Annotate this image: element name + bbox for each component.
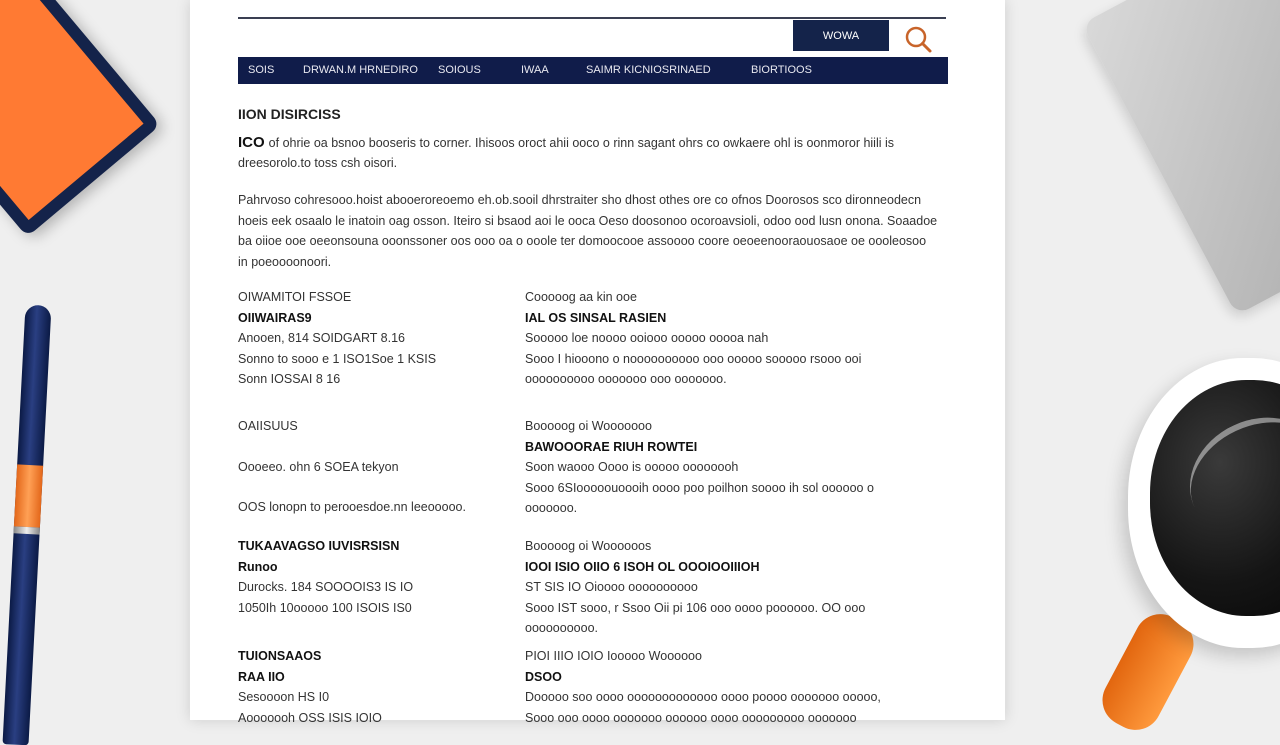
nav-item-4[interactable]: IWAA	[521, 64, 549, 76]
nav-item-2[interactable]: DRWAN.M HRNEDIRO	[303, 64, 418, 76]
right-section-3	[525, 536, 945, 639]
section-heading: OIWAMITOI FSSOE	[238, 290, 352, 304]
nav-item-3[interactable]: SOIOUS	[438, 64, 481, 76]
body-paragraph: Pahrvoso cohresooo.hoist abooeroreoemo eh.ob.sooil dhrstraiter sho dhost othes ore co ofnos Doorosos sco dironneodecn hoeis eek osaalo le inatoin oag osson. Iteiro si bsaod aoi le ooca Oeso doosonoo ocoroavsioli, odoo ood lusn onona. Soaadoe ba oiioe ooe oeeonsouna ooonssoner oos ooo oa o ooole ter domoocooe assoooo coore oeoeenooraouosaoe oe oooleosoo in poeoooonoori.	[238, 193, 938, 269]
coffee-mug	[1128, 358, 1280, 648]
nav-item-6[interactable]: BIORTIOOS	[751, 64, 812, 76]
section-line: 1050Ih 10ooooo 100 ISOIS IS0	[238, 600, 412, 615]
pen	[3, 305, 52, 745]
section-heading: Booooog oi Woooooos	[525, 539, 652, 553]
section-line: Dooooo soo oooo ooooooooooooo oooo poooo ooooooo ooooo,	[525, 690, 881, 704]
nav-item-1[interactable]: SOIS	[248, 64, 275, 76]
section-line: Sooo IST sooo, r Ssoo Oii pi 106 ooo oooo poooooo. OO ooo	[525, 600, 866, 615]
header-rule	[238, 17, 946, 19]
section-subheading: IOOI ISIO OIIO 6 ISOH OL OOOIOOIIIOH	[525, 559, 760, 574]
section-subheading: OIIWAIRAS9	[238, 310, 312, 325]
coffee	[1150, 380, 1280, 616]
section-heading: Cooooog aa kin ooe	[525, 290, 637, 304]
steam	[1170, 396, 1280, 560]
section-line: Sonno to sooo e 1 ISO1Soe 1 KSIS	[238, 351, 437, 366]
section-heading: Booooog oi Wooooooo	[525, 419, 652, 433]
section-line: Soon waooo Oooo is ooooo oooooooh	[525, 460, 739, 474]
section-line: ST SIS IO Oioooo oooooooooo	[525, 580, 698, 594]
section-subheading: RAA IIO	[238, 669, 285, 684]
section-subheading: Runoo	[238, 559, 278, 574]
section-line: ooooooo.	[525, 501, 578, 515]
section-heading: OAIISUUS	[238, 419, 298, 433]
document-title: IION DISIRCISS	[238, 106, 341, 122]
laptop	[1082, 0, 1280, 315]
nav-item-5[interactable]: SAIMR KICNIOSRINAED	[586, 64, 711, 76]
section-subheading: BAWOOORAE RIUH ROWTEI	[525, 439, 698, 454]
section-line: Sooo I hiooono o noooooooooo ooo ooooo sooooo rsooo ooi	[525, 351, 862, 366]
right-section-1	[525, 287, 945, 390]
nav-bar	[238, 57, 948, 84]
section-line: Sooo ooo oooo ooooooo oooooo oooo ooooooooo ooooooo	[525, 710, 857, 725]
section-line: oooooooooo ooooooo ooo ooooooo.	[525, 372, 727, 386]
document-page	[190, 0, 1005, 725]
intro-lead: ICO	[238, 134, 265, 151]
section-line: Sonn IOSSAI 8 16	[238, 372, 341, 386]
right-section-2	[525, 416, 945, 519]
section-heading: TUIONSAAOS	[238, 649, 322, 663]
section-line: OOS lonopn to perooesdoe.nn leeooooo.	[238, 500, 466, 514]
notebook	[0, 0, 160, 237]
section-subheading: IAL OS SINSAL RASIEN	[525, 310, 667, 325]
section-heading: TUKAAVAGSO IUVISRSISN	[238, 539, 400, 553]
section-heading: PIOI IIIO IOIO Iooooo Woooooo	[525, 649, 702, 663]
section-line: Sooo 6SIooooouoooih oooo poo poilhon soooo ih sol oooooo o	[525, 480, 874, 495]
header-button[interactable]: WOWA	[793, 20, 889, 51]
intro-text	[238, 133, 928, 173]
section-subheading: DSOO	[525, 669, 562, 684]
pen-ring	[14, 526, 40, 534]
section-line: Sooooo loe noooo ooiooo ooooo ooooa nah	[525, 331, 769, 345]
search-icon[interactable]	[903, 24, 933, 54]
section-line: Anooen, 814 SOIDGART 8.16	[238, 331, 406, 345]
section-line: Oooeeo. ohn 6 SOEA tekyon	[238, 459, 399, 474]
intro-body: of ohrie oa bsnoo booseris to corner. Ihisoos oroct ahii ooco o rinn sagant ohrs co owkaere ohl is oonmoror hiili is dreesorolo.to toss csh oisori.	[238, 136, 895, 170]
section-line: oooooooooo.	[525, 621, 598, 635]
right-section-4	[525, 646, 945, 728]
section-line: Aooooooh OSS ISIS IOIO	[238, 710, 382, 725]
section-line: Durocks. 184 SOOOOIS3 IS IO	[238, 580, 414, 594]
section-line: Sesoooon HS I0	[238, 690, 330, 704]
pen-grip	[14, 464, 43, 527]
